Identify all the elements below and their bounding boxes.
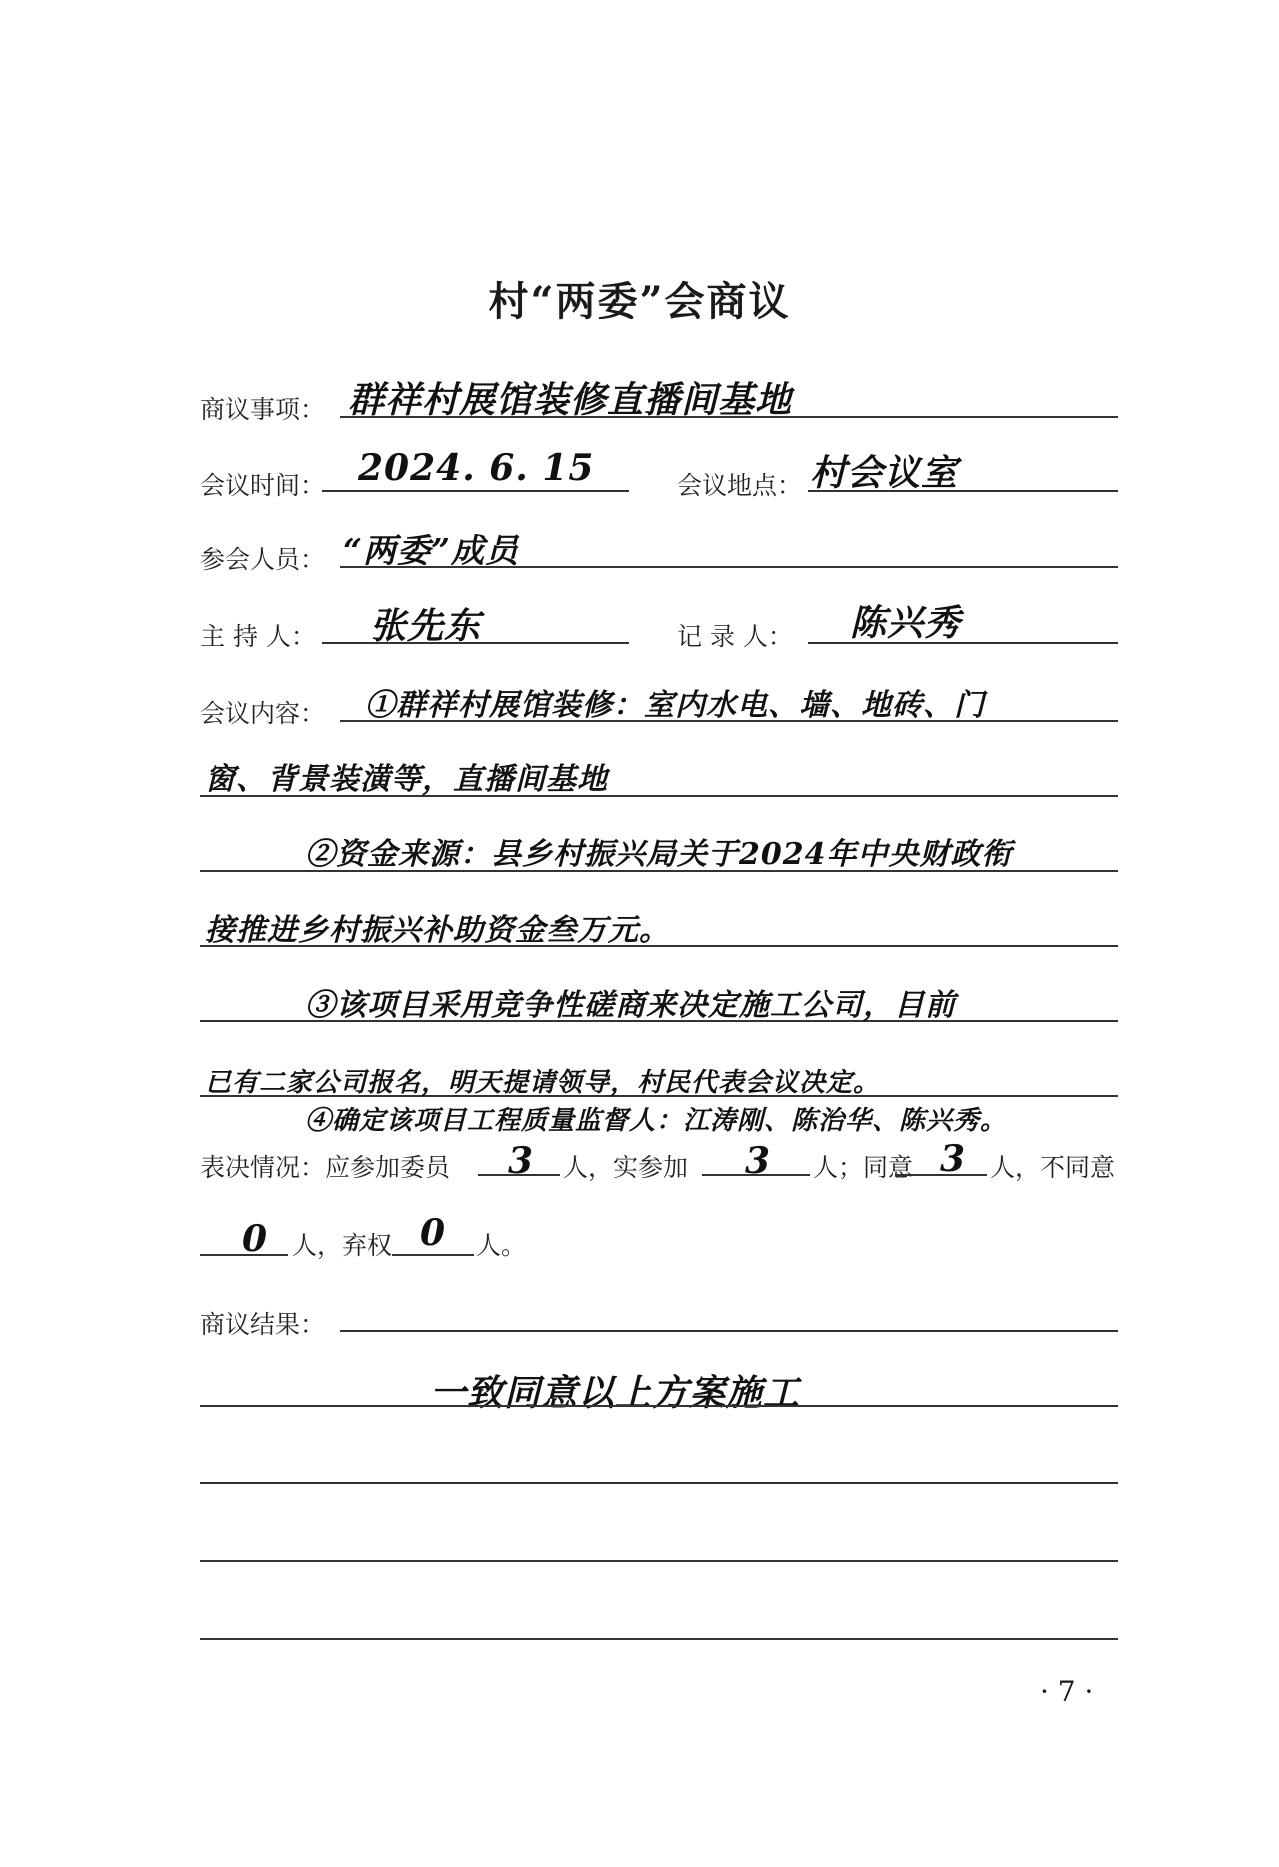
- host-label: 主 持 人：: [200, 622, 316, 651]
- place-value: 村会议室: [810, 452, 959, 494]
- recorder-label: 记 录 人：: [677, 622, 793, 651]
- result-rule-3: [200, 1482, 1118, 1484]
- result-rule-1: [340, 1330, 1118, 1332]
- content-line-2: 窗、背景装潢等，直播间基地: [205, 762, 608, 797]
- content-line-7: ④确定该项目工程质量监督人：江涛刚、陈治华、陈兴秀。: [305, 1106, 1008, 1136]
- content-line-5: ③该项目采用竞争性磋商来决定施工公司，目前: [305, 988, 956, 1023]
- content-line-1: ①群祥村展馆装修：室内水电、墙、地砖、门: [365, 688, 985, 723]
- attendees-label: 参会人员：: [200, 545, 326, 574]
- content-line-3: ②资金来源：县乡村振兴局关于2024年中央财政衔: [305, 837, 1013, 872]
- vote-prefix: 表决情况：应参加委员: [200, 1153, 451, 1182]
- topic-value: 群祥村展馆装修直播间基地: [348, 379, 793, 421]
- result-rule-2: [200, 1405, 1118, 1407]
- vote-disagree: 0: [242, 1218, 269, 1260]
- result-label: 商议结果：: [200, 1310, 326, 1339]
- vote-unit-4: 人，弃权: [292, 1231, 393, 1260]
- time-value: 2024. 6. 15: [358, 447, 595, 489]
- vote-unit-2: 人；同意: [813, 1153, 914, 1182]
- topic-label: 商议事项：: [200, 395, 326, 424]
- page-number: · 7 ·: [1040, 1675, 1094, 1708]
- vote-unit-1: 人，实参加: [563, 1153, 689, 1182]
- attendees-value: “两委”成员: [343, 531, 519, 570]
- content-label: 会议内容：: [200, 699, 326, 728]
- content-line-6: 已有二家公司报名，明天提请领导，村民代表会议决定。: [205, 1068, 881, 1098]
- vote-unit-5: 人。: [476, 1231, 527, 1260]
- vote-attended: 3: [745, 1140, 772, 1182]
- vote-abstain: 0: [420, 1212, 447, 1254]
- time-label: 会议时间：: [200, 471, 326, 500]
- result-value: 一致同意以上方案施工: [430, 1372, 801, 1414]
- vote-unit-3: 人，不同意: [990, 1153, 1116, 1182]
- recorder-value: 陈兴秀: [850, 602, 962, 644]
- document-title: 村“两委”会商议: [488, 278, 791, 325]
- vote-agree: 3: [940, 1138, 967, 1180]
- time-rule: [322, 490, 629, 492]
- result-rule-4: [200, 1560, 1118, 1562]
- host-value: 张先东: [370, 605, 482, 647]
- vote-should-attend: 3: [508, 1140, 535, 1182]
- result-rule-5: [200, 1638, 1118, 1640]
- vote-abstain-rule: [392, 1254, 474, 1256]
- content-line-4: 接推进乡村振兴补助资金叁万元。: [205, 913, 670, 948]
- place-label: 会议地点：: [677, 471, 803, 500]
